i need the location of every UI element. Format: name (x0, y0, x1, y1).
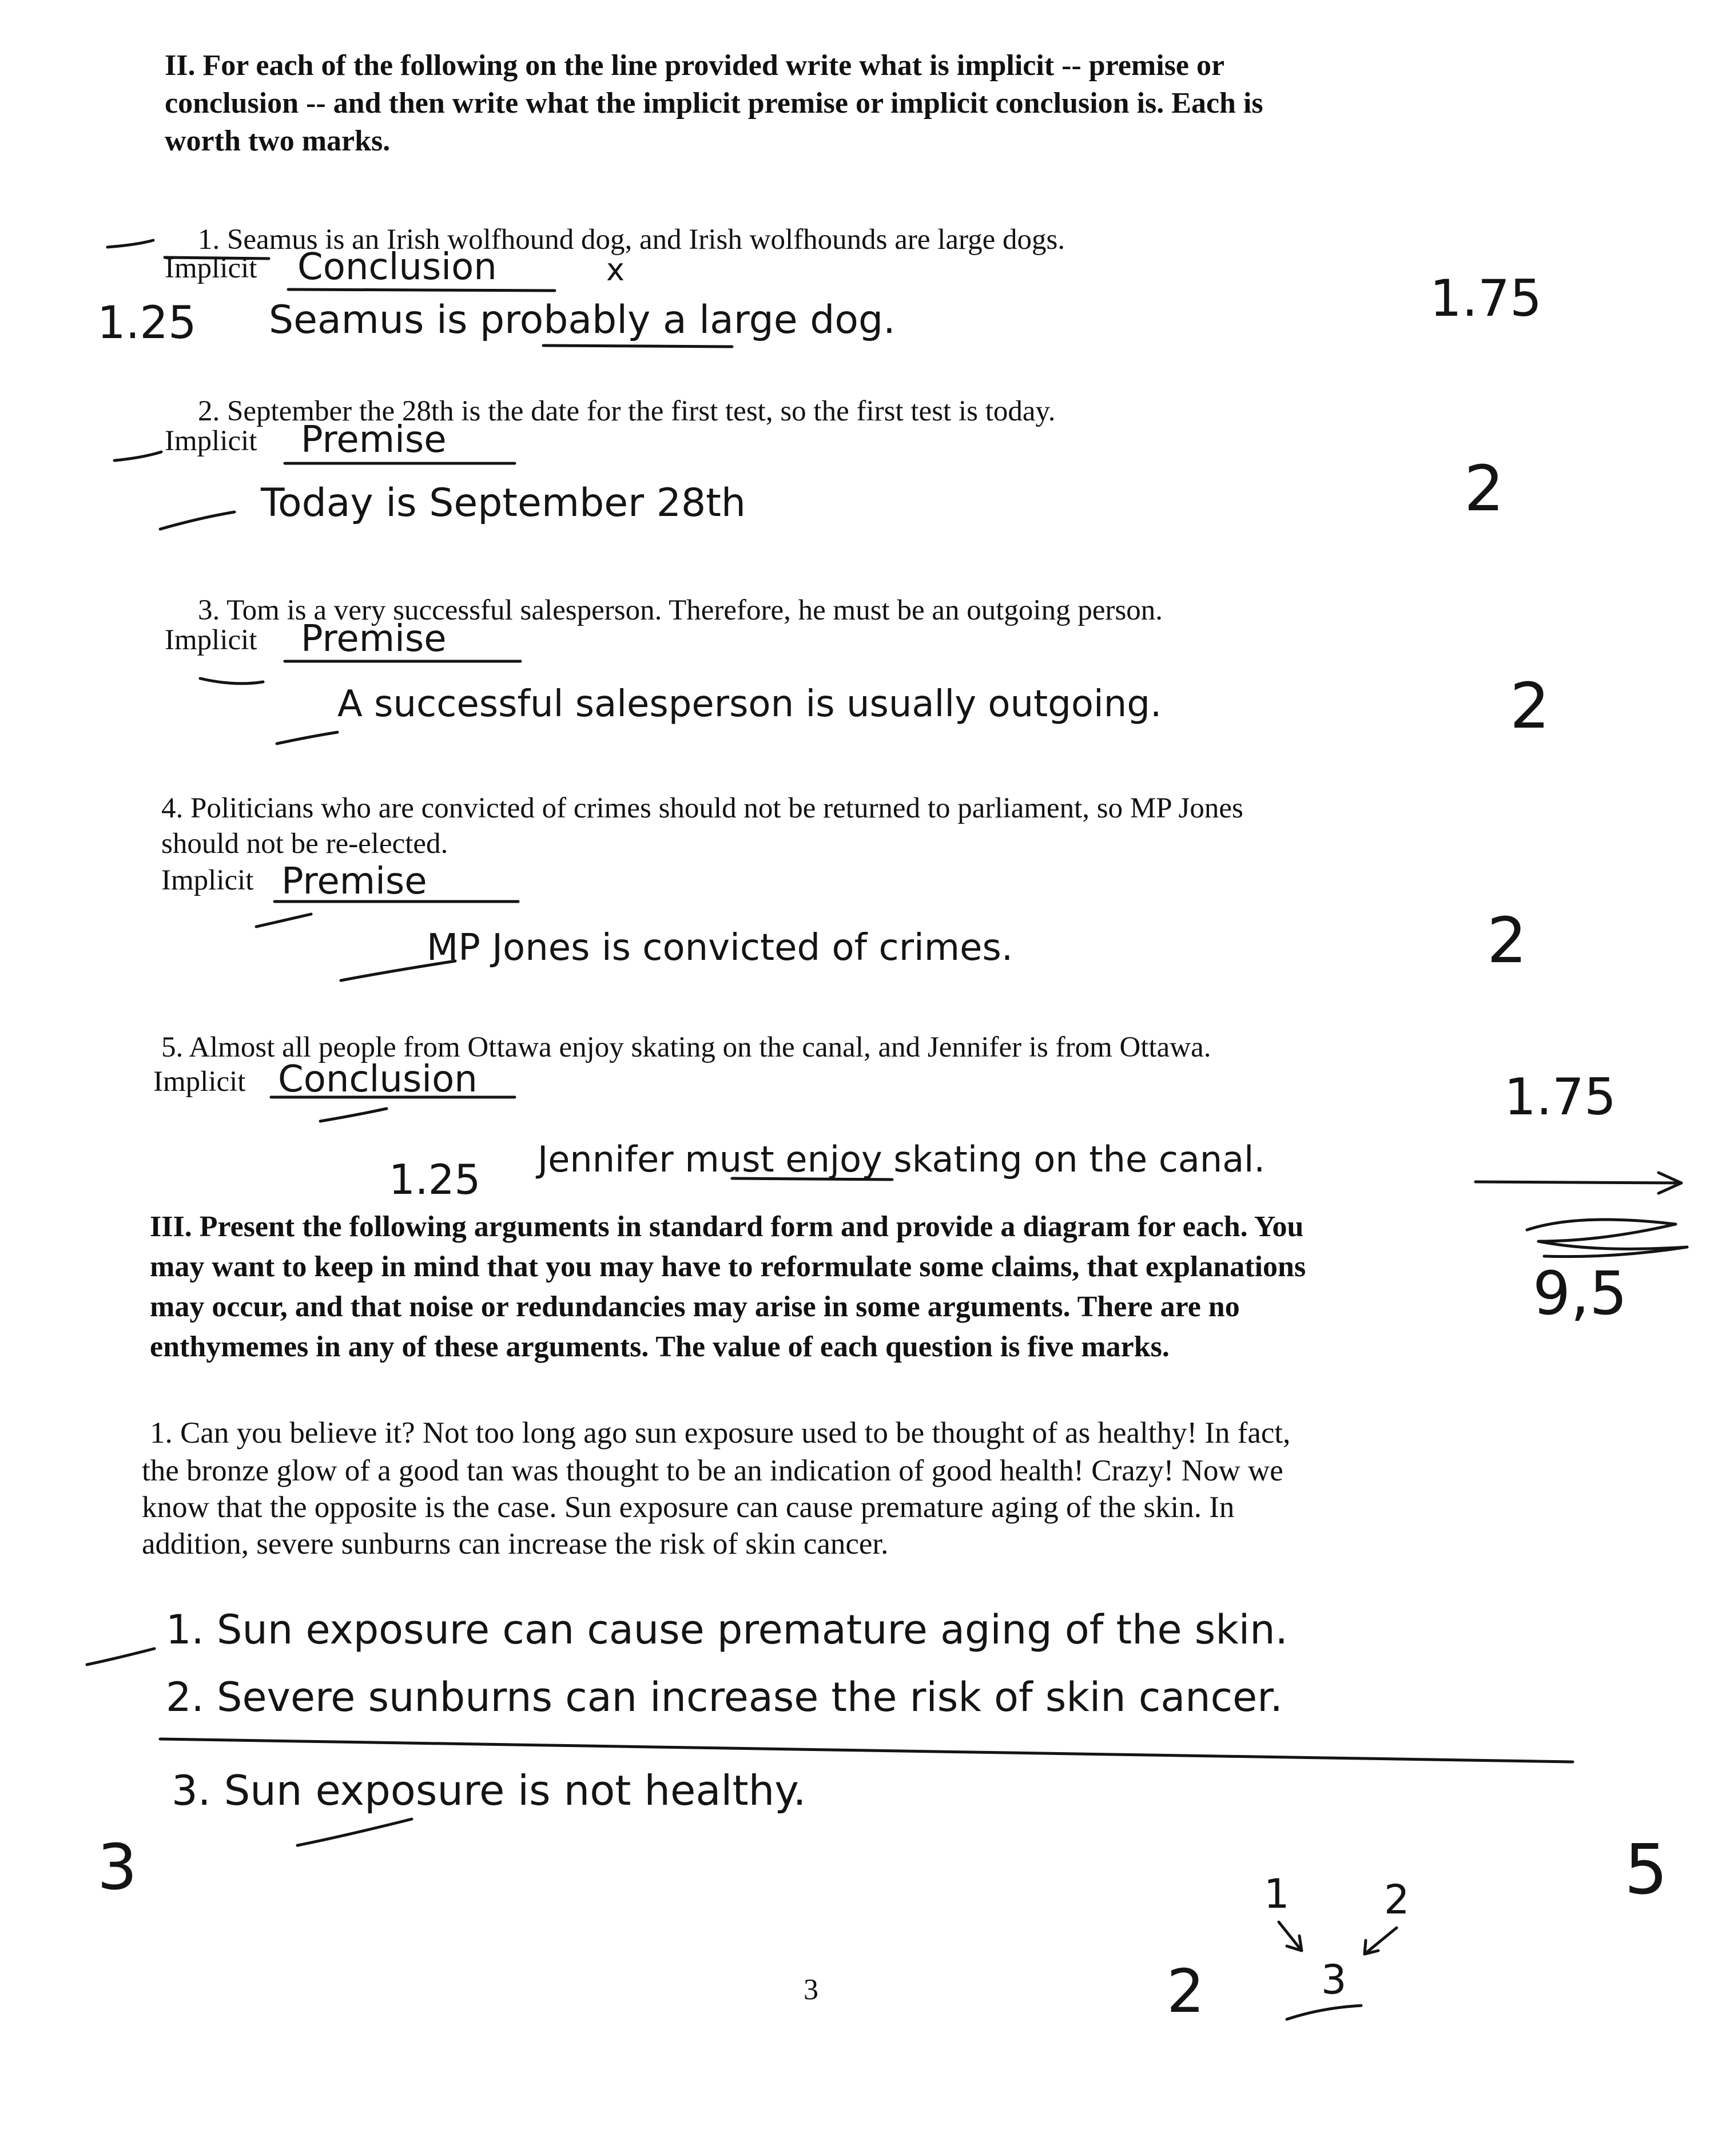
standard-form-check-mark (87, 1649, 154, 1665)
question-5-partial-mark: 1.25 (389, 1156, 481, 1204)
question-3-prompt: 3. Tom is a very successful salesperson. Therefore, he must be an outgoing person. (198, 594, 1163, 626)
section-2-heading-line-1: II. For each of the following on the line provided write what is implicit -- premise or (165, 49, 1225, 82)
question-1-label: Implicit (165, 252, 257, 284)
argument-1-left-mark: 3 (97, 1831, 137, 1904)
question-3-answer: A successful salesperson is usually outgoing. (337, 683, 1162, 725)
section-2-heading-line-2: conclusion -- and then write what the implicit premise or implicit conclusion is. Each is (165, 87, 1263, 120)
question-2-label: Implicit (165, 425, 257, 457)
section-3-heading-line-2: may want to keep in mind that you may have to reformulate some claims, that explanations (150, 1250, 1306, 1283)
question-5-prompt: 5. Almost all people from Ottawa enjoy skating on the canal, and Jennifer is from Ottawa. (161, 1031, 1211, 1063)
standard-form-conclusion: 3. Sun exposure is not healthy. (172, 1766, 806, 1814)
question-5-score: 1.75 (1504, 1067, 1616, 1126)
diagram-arrow-2 (1365, 1928, 1397, 1954)
diagram-mark: 2 (1167, 1956, 1205, 2026)
question-4-implicit-type: Premise (281, 860, 427, 903)
scribbled-score (1527, 1220, 1687, 1257)
standard-form-premise-2: 2. Severe sunburns can increase the risk of skin cancer. (166, 1674, 1283, 1721)
standard-form-premise-1: 1. Sun exposure can cause premature aging of the skin. (166, 1606, 1288, 1653)
question-2-answer-check (160, 512, 234, 529)
diagram-node-2: 2 (1384, 1876, 1410, 1923)
question-2-check-mark (114, 452, 161, 460)
diagram-check-mark (1287, 2006, 1361, 2019)
argument-1-line-4: addition, severe sunburns can increase the risk of skin cancer. (142, 1527, 889, 1561)
question-1-prompt: 1. Seamus is an Irish wolfhound dog, and Irish wolfhounds are large dogs. (198, 224, 1065, 256)
section-3-heading-line-1: III. Present the following arguments in standard form and provide a diagram for each. You (150, 1210, 1304, 1243)
standard-form-inference-line (160, 1739, 1573, 1762)
question-4-label: Implicit (161, 864, 254, 896)
question-5-label: Implicit (153, 1066, 246, 1098)
question-4-answer-underline (341, 961, 455, 980)
question-1-answer: Seamus is probably a large dog. (269, 297, 896, 343)
page-number: 3 (804, 1974, 818, 2006)
conclusion-check-mark (297, 1819, 412, 1845)
question-5-must-underline (732, 1178, 892, 1180)
question-1-x-mark: x (606, 252, 625, 288)
question-1-probably-underline (543, 346, 732, 347)
question-2-prompt: 2. September the 28th is the date for the first test, so the first test is today. (198, 395, 1056, 427)
question-2-score: 2 (1464, 452, 1504, 525)
question-3-score: 2 (1510, 669, 1550, 743)
question-5-check-mark (320, 1109, 387, 1121)
question-2-answer: Today is September 28th (261, 481, 746, 526)
section-3-heading-line-3: may occur, and that noise or redundancies may arise in some arguments. There are no (150, 1291, 1240, 1323)
argument-1-line-1: 1. Can you believe it? Not too long ago sun exposure used to be thought of as healthy! In fact, (150, 1416, 1291, 1450)
question-1-partial-mark: 1.25 (97, 297, 197, 349)
argument-1-line-2: the bronze glow of a good tan was thought to be an indication of good health! Crazy! Now we (142, 1454, 1283, 1487)
question-3-implicit-type: Premise (301, 618, 447, 660)
question-4-prompt-line-2: should not be re-elected. (161, 828, 448, 860)
question-1-score: 1.75 (1430, 269, 1542, 328)
section-2-total: 9,5 (1533, 1258, 1628, 1328)
question-5-answer: Jennifer must enjoy skating on the canal. (538, 1138, 1266, 1180)
question-1-implicit-type: Conclusion (297, 246, 497, 288)
question-3-check-mark (200, 678, 263, 684)
question-4-prompt-line-1: 4. Politicians who are convicted of crimes should not be returned to parliament, so MP Jones (161, 792, 1243, 824)
section-2-heading-line-3: worth two marks. (165, 125, 391, 157)
question-3-label: Implicit (165, 624, 257, 656)
question-1-underline (288, 289, 555, 291)
question-5-implicit-type: Conclusion (278, 1058, 478, 1101)
section-3-heading-line-4: enthymemes in any of these arguments. The value of each question is five marks. (150, 1331, 1170, 1363)
question-3-answer-check (277, 732, 337, 744)
question-1-check-mark (108, 240, 153, 247)
question-5-arrow (1476, 1173, 1681, 1193)
question-2-implicit-type: Premise (301, 419, 447, 461)
question-4-score: 2 (1487, 904, 1527, 977)
diagram-node-3: 3 (1321, 1956, 1347, 2003)
question-4-answer: MP Jones is convicted of crimes. (427, 927, 1013, 969)
argument-1-score: 5 (1624, 1831, 1668, 1910)
diagram-node-1: 1 (1264, 1871, 1290, 1917)
question-1-strike (165, 257, 269, 259)
question-4-check-mark (256, 914, 311, 927)
argument-1-line-3: know that the opposite is the case. Sun exposure can cause premature aging of the skin. In (142, 1491, 1235, 1524)
diagram-arrow-1 (1279, 1922, 1302, 1951)
